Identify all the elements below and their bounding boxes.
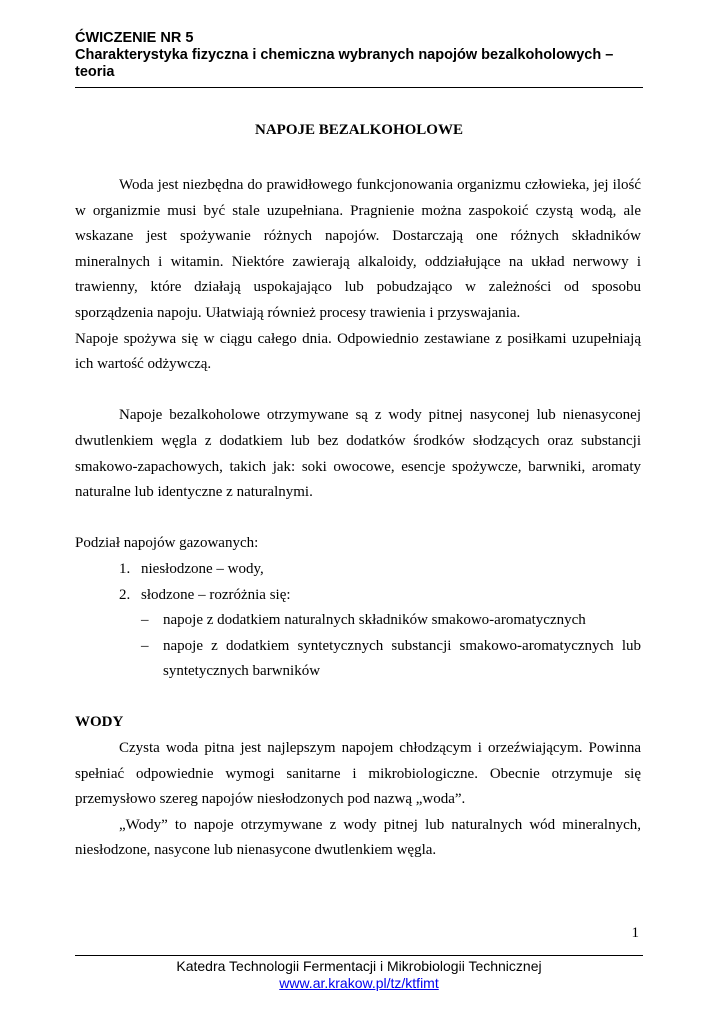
- page-footer: [75, 958, 643, 992]
- sub-list-item: [75, 634, 641, 685]
- footer-institution: Katedra Technologii Fermentacji i Mikrobiologii Technicznej: [176, 958, 542, 974]
- dash-bullet: –: [141, 637, 149, 654]
- paragraph-definition: Napoje bezalkoholowe otrzymywane są z wody pitnej nasyconej lub nienasyconej dwutlenkiem węgla z dodatkiem lub bez dodatków środków słodzących oraz substancji smakowo-zapachowych, takich jak: soki owocowe, esencje spożywcze, barwniki, aromaty naturalne lub identyczne z naturalnymi.: [75, 407, 641, 501]
- page-header: [75, 30, 643, 81]
- exercise-title: [75, 47, 643, 81]
- list-item-text: słodzone – rozróżnia się:: [141, 586, 291, 603]
- page-number: 1: [631, 925, 639, 941]
- footer-divider: [75, 955, 643, 956]
- paragraph-waters-definition: „Wody” to napoje otrzymywane z wody pitnej lub naturalnych wód mineralnych, niesłodzone, nasycone lub nienasycone dwutlenkiem węgla.: [75, 816, 641, 859]
- paragraph-consumption: Napoje spożywa się w ciągu całego dnia. Odpowiednio zestawiane z posiłkami uzupełniają ich wartość odżywczą.: [75, 330, 641, 373]
- sub-list-item-text: napoje z dodatkiem syntetycznych substancji smakowo-aromatycznych lub syntetycznych barwników: [163, 637, 641, 680]
- list-item: [75, 583, 641, 609]
- dash-bullet: –: [141, 612, 149, 629]
- exercise-number: ĆWICZENIE NR 5: [75, 30, 194, 46]
- footer-link[interactable]: www.ar.krakow.pl/tz/ktfimt: [279, 975, 439, 991]
- spacer: [75, 506, 641, 532]
- paragraph-classification: Podział napojów gazowanych:: [75, 535, 259, 552]
- paragraph-intro: Woda jest niezbędna do prawidłowego funkcjonowania organizmu człowieka, jej ilość w organizmie musi być stale uzupełniana. Pragnienie można zaspokoić czystą wodą, ale wskazane jest spożywanie różnych napojów. Dostarczają one różnych składników mineralnych i witamin. Niektóre zawierają alkaloidy, oddziałujące na układ nerwowy i trawienny, które działają uspokajająco lub pobudzająco w zależności od sposobu sporządzenia napoju. Ułatwiają również procesy trawienia i przyswajania.: [75, 177, 641, 321]
- sub-list-item: [75, 608, 641, 634]
- list-number: 2.: [119, 586, 131, 603]
- spacer: [75, 685, 641, 711]
- list-number: 1.: [119, 560, 131, 577]
- sub-list-item-text: napoje z dodatkiem naturalnych składników smakowo-aromatycznych: [163, 612, 586, 629]
- document-body: [75, 173, 641, 864]
- exercise-title-line1: Charakterystyka fizyczna i chemiczna wybranych napojów bezalkoholowych –: [75, 47, 614, 63]
- list-item-text: niesłodzone – wody,: [141, 560, 264, 577]
- paragraph-water: Czysta woda pitna jest najlepszym napojem chłodzącym i orzeźwiającym. Powinna spełniać odpowiednie wymogi sanitarne i mikrobiologiczne. Obecnie otrzymuje się przemysłowo szereg napojów niesłodzonych pod nazwą „woda”.: [75, 740, 641, 808]
- header-divider: [75, 87, 643, 88]
- section-heading: WODY: [75, 714, 124, 731]
- document-title: NAPOJE BEZALKOHOLOWE: [255, 122, 463, 138]
- list-item: [75, 557, 641, 583]
- exercise-title-line2: teoria: [75, 64, 115, 80]
- spacer: [75, 378, 641, 404]
